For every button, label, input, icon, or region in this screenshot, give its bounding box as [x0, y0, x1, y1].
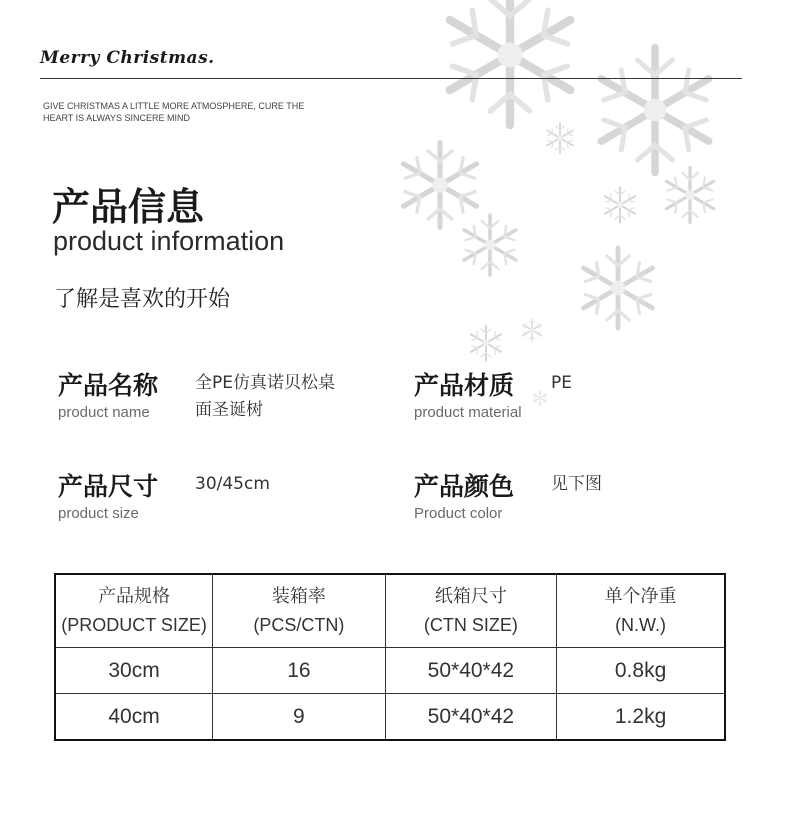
- snowflake-icon: [534, 391, 547, 406]
- header-en: (PCS/CTN): [253, 615, 345, 635]
- spec-label-cn: 产品材质: [414, 371, 515, 400]
- spec-label-cn: 产品名称: [58, 371, 159, 400]
- snowflake-icon: [471, 326, 501, 361]
- table-header-cell: [557, 574, 725, 648]
- table-row: [55, 648, 725, 694]
- table-cell: 16: [213, 648, 386, 694]
- table-row: [55, 694, 725, 741]
- table-cell: 1.2kg: [557, 694, 725, 741]
- table-header-cell: [55, 574, 213, 648]
- header-divider: [40, 78, 742, 79]
- slogan: 了解是喜欢的开始: [54, 287, 231, 312]
- table-cell: 0.8kg: [557, 648, 725, 694]
- spec-label-en: Product color: [414, 505, 503, 522]
- spec-value: PE: [551, 373, 572, 393]
- snowflake-icon: [547, 123, 573, 153]
- table-header-cell: [213, 574, 386, 648]
- snowflake-icon: [605, 188, 635, 223]
- header-cn: 单个净重: [604, 586, 677, 606]
- snowflake-icon: [523, 319, 542, 341]
- snowflake-icon: [666, 168, 713, 223]
- spec-label-en: product size: [58, 505, 139, 522]
- snowflake-icon: [601, 48, 709, 173]
- spec-label-en: product material: [414, 404, 522, 421]
- spec-label-en: product name: [58, 404, 150, 421]
- brand-title: Merry Christmas.: [40, 48, 215, 68]
- tagline: GIVE CHRISTMAS A LITTLE MORE ATMOSPHERE, CURE THE HEART IS ALWAYS SINCERE MIND: [43, 101, 305, 123]
- header-en: (CTN SIZE): [423, 615, 518, 635]
- spec-label-cn: 产品颜色: [414, 472, 515, 501]
- snowflake-icon: [464, 215, 516, 275]
- snowflake-icon: [403, 143, 476, 228]
- header-cn: 装箱率: [271, 586, 326, 606]
- header-cn: 产品规格: [98, 586, 171, 606]
- table-cell: 50*40*42: [385, 694, 557, 741]
- spec-value: 见下图: [551, 474, 602, 494]
- table-cell: 9: [213, 694, 386, 741]
- snowflake-icon: [450, 0, 570, 125]
- spec-label-cn: 产品尺寸: [58, 472, 159, 501]
- section-title-en: product information: [53, 226, 285, 256]
- spec-value: 全PE仿真诺贝松桌面圣诞树: [195, 373, 335, 420]
- header-en: (N.W.): [615, 615, 667, 635]
- table-cell: 30cm: [55, 648, 213, 694]
- table-cell: 40cm: [55, 694, 213, 741]
- header-en: (PRODUCT SIZE): [61, 615, 207, 635]
- snowflake-icon: [584, 248, 653, 328]
- table-header-row: [55, 574, 725, 648]
- packing-spec-table: [54, 573, 726, 741]
- table-cell: 50*40*42: [385, 648, 557, 694]
- header-cn: 纸箱尺寸: [434, 586, 507, 606]
- table-header-cell: [385, 574, 557, 648]
- spec-value: 30/45cm: [195, 474, 270, 494]
- section-title-cn: 产品信息: [52, 184, 205, 229]
